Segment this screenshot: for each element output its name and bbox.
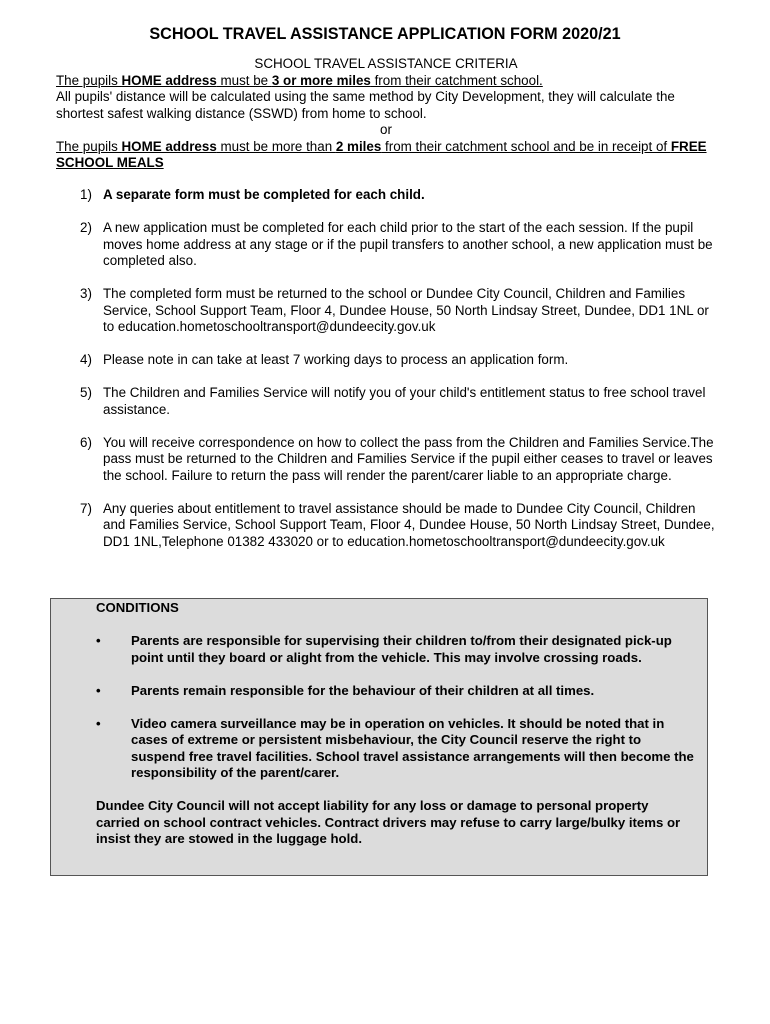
criteria-rule-2: The pupils HOME address must be more than 2 miles from their catchment school and be in receipt of FREE SCHOOL MEALS bbox=[56, 138, 707, 170]
list-item bbox=[80, 187, 720, 204]
list-item bbox=[80, 501, 720, 551]
list-item bbox=[80, 435, 720, 485]
criteria-rule-1: The pupils HOME address must be 3 or more miles from their catchment school. bbox=[56, 72, 543, 88]
criteria-or: or bbox=[380, 122, 392, 137]
conditions-bullet bbox=[96, 716, 696, 782]
list-item-number: 2) bbox=[80, 220, 92, 235]
list-item-text: The completed form must be returned to the school or Dundee City Council, Children and Families Service, School Support Team, Floor 4, Dundee House, 50 North Lindsay Street, Dundee, DD1 1NL or to education.hometoschooltransport@dundeecity.gov.uk bbox=[103, 286, 709, 334]
list-item-text: You will receive correspondence on how to collect the pass from the Children and Families Service.The pass must be returned to the Children and Families Service if the pupil either ceases to travel or leaves the school. Failure to return the pass will render the parent/carer liable to an appropriate charge. bbox=[103, 434, 714, 483]
list-item-text: Please note in can take at least 7 working days to process an application form. bbox=[103, 352, 569, 367]
list-item-number: 7) bbox=[80, 500, 92, 516]
list-item-number: 5) bbox=[80, 385, 92, 400]
criteria-heading: SCHOOL TRAVEL ASSISTANCE CRITERIA bbox=[254, 56, 518, 71]
list-item-text: A separate form must be completed for each child. bbox=[103, 187, 425, 202]
conditions-bullet-text: Parents remain responsible for the behaviour of their children at all times. bbox=[131, 682, 595, 698]
bullet-icon: • bbox=[96, 633, 101, 648]
list-item bbox=[80, 385, 720, 418]
bullet-icon: • bbox=[96, 682, 101, 698]
list-item-number: 4) bbox=[80, 352, 92, 367]
conditions-heading: CONDITIONS bbox=[96, 600, 179, 615]
list-item-number: 1) bbox=[80, 187, 92, 202]
bullet-icon: • bbox=[96, 715, 101, 731]
list-item bbox=[80, 286, 720, 336]
conditions-bullet-text: Video camera surveillance may be in operation on vehicles. It should be noted that in cases of extreme or persistent misbehaviour, the City Council reserve the right to suspend free travel facilities. School travel assistance arrangements will then become the responsibility of the parent/carer. bbox=[131, 715, 694, 780]
list-item-number: 6) bbox=[80, 434, 92, 450]
list-item-text: A new application must be completed for each child prior to the start of the each session. If the pupil moves home address at any stage or if the pupil transfers to another school, a new application must be completed also. bbox=[103, 220, 713, 268]
list-item-number: 3) bbox=[80, 286, 92, 301]
conditions-bullet-text: Parents are responsible for supervising their children to/from their designated pick-up point until they board or alight from the vehicle. This may involve crossing roads. bbox=[131, 633, 672, 665]
criteria-note: All pupils' distance will be calculated using the same method by City Development, they will calculate the shortest safest walking distance (SSWD) from home to school. bbox=[56, 89, 675, 121]
conditions-bullet bbox=[96, 633, 696, 666]
list-item-text: Any queries about entitlement to travel assistance should be made to Dundee City Council, Children and Families Service, School Support Team, Floor 4, Dundee House, 50 North Lindsay Street, Dundee, DD1 1NL,Telephone 01382 433020 or to education.hometoschooltransport@dundeecity.gov.uk bbox=[103, 500, 715, 549]
conditions-box bbox=[50, 598, 708, 876]
document-title: SCHOOL TRAVEL ASSISTANCE APPLICATION FORM 2020/21 bbox=[149, 25, 621, 43]
criteria-section bbox=[56, 56, 716, 172]
list-item bbox=[80, 352, 720, 369]
list-item bbox=[80, 220, 720, 270]
instructions-list bbox=[80, 187, 720, 567]
conditions-footer: Dundee City Council will not accept liability for any loss or damage to personal property carried on school contract vehicles. Contract drivers may refuse to carry large/bulky items or insist they are stowed in the luggage hold. bbox=[96, 798, 681, 846]
conditions-bullet bbox=[96, 683, 696, 700]
list-item-text: The Children and Families Service will notify you of your child's entitlement status to free school travel assistance. bbox=[103, 385, 706, 417]
